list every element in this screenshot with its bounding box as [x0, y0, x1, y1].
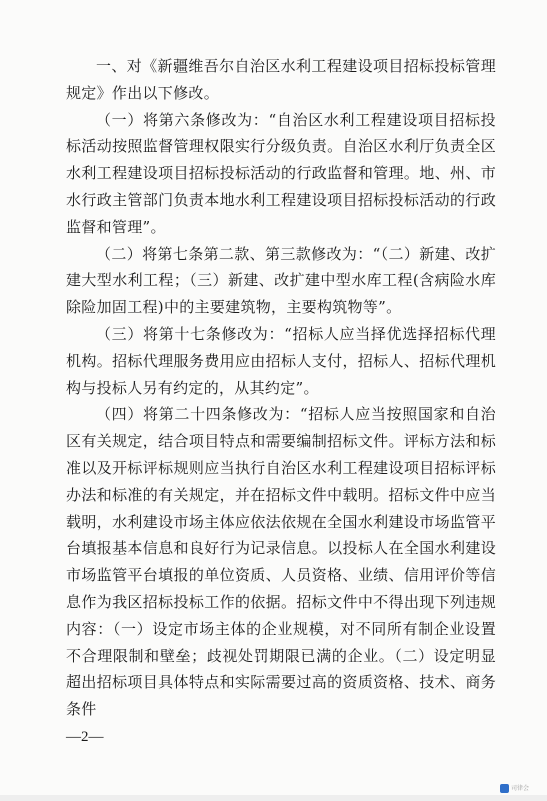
paragraph-item-3: （三）将第十七条修改为：“招标人应当择优选择招标代理机构。招标代理服务费用应由招标人支付，招标人、招标代理机构与投标人另有约定的，从其约定”。 [66, 324, 496, 397]
paragraph-item-2: （二）将第七条第二款、第三款修改为：“（二）新建、改扩建大型水利工程；（三）新建、改扩建中型水库工程(含病险水库除险加固工程)中的主要建筑物，主要构筑物等”。 [66, 244, 496, 317]
paragraph-item-4: （四）将第二十四条修改为：“招标人应当按照国家和自治区有关规定，结合项目特点和需要编制招标文件。评标方法和标准以及开标评标规则应当执行自治区水利工程建设项目招标评标办法和标准的有关规定，并在招标文件中载明。招标文件中应当载明，水利建设市场主体应依法依规在全国水利建设市场监管平台填报基本信息和良好行为记录信息。以投标人在全国水利建设市场监管平台填报的单位资质、人员资格、业绩、信用评价等信息作为我区招标投标工作的依据。招标文件中不得出现下列违规内容：（一）设定市场主体的企业规模，对不同所有制企业设置不合理限制和壁垒；歧视处罚期限已满的企业。（二）设定明显超出招标项目具体特点和实际需要过高的资质资格、技术、商务条件 [66, 405, 496, 719]
document-body [66, 53, 496, 723]
watermark-logo [500, 783, 529, 793]
paragraph-section-one: 一、对《新疆维吾尔自治区水利工程建设项目招标投标管理规定》作出以下修改。 [66, 57, 496, 102]
watermark-text: 司律会 [511, 785, 530, 792]
watermark-icon [500, 784, 509, 793]
page-bottom-edge [0, 795, 547, 801]
page-number: —2— [66, 729, 104, 745]
paragraph-item-1: （一）将第六条修改为：“自治区水利工程建设项目招标投标活动按照监督管理权限实行分级负责。自治区水利厅负责全区水利工程建设项目招标投标活动的行政监督和管理。地、州、市水行政主管部门负责本地水利工程建设项目招标投标活动的行政监督和管理”。 [66, 110, 496, 236]
